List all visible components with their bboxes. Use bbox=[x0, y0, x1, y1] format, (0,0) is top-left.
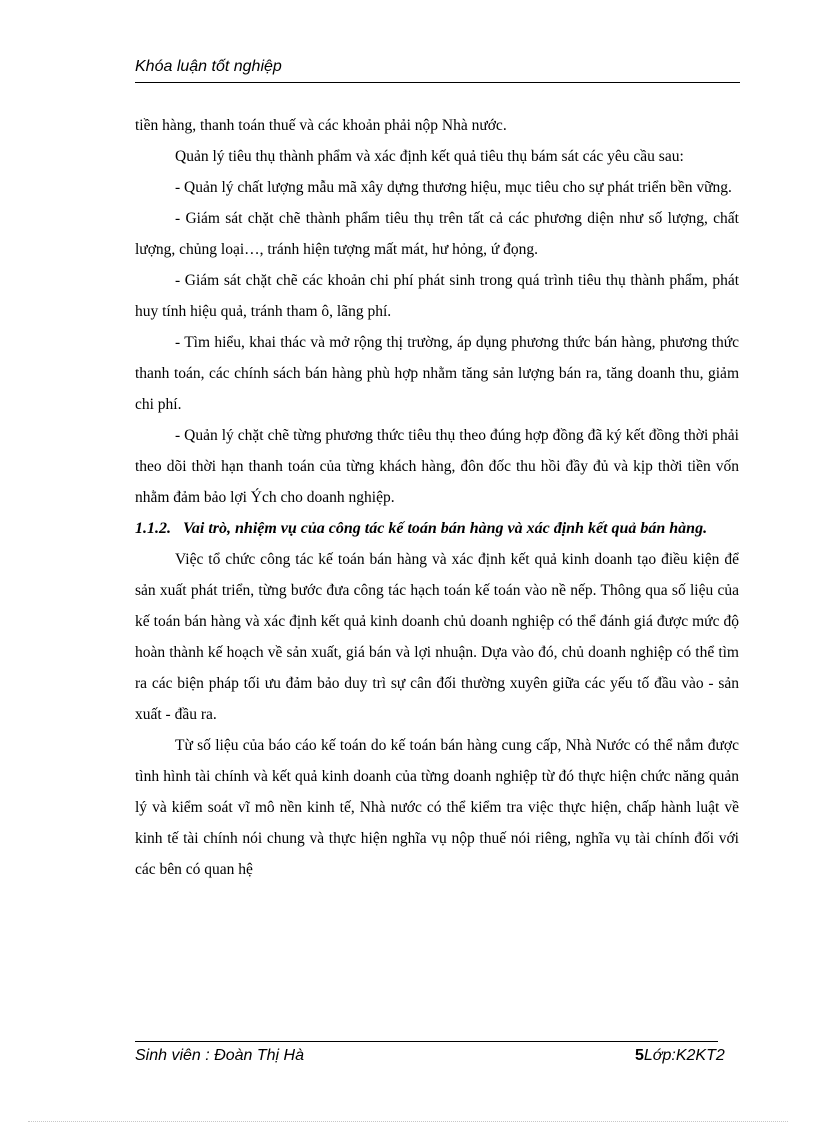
footer-class: Lớp:K2KT2 bbox=[643, 1047, 725, 1064]
paragraph-1: tiền hàng, thanh toán thuế và các khoản phải nộp Nhà nước. bbox=[135, 117, 507, 134]
page-edge-dots bbox=[28, 1121, 788, 1122]
footer-student: Sinh viên : Đoàn Thị Hà bbox=[135, 1047, 304, 1064]
section-number: 1.1.2. bbox=[135, 520, 171, 537]
paragraph-2: Quản lý tiêu thụ thành phẩm và xác định kết quả tiêu thụ bám sát các yêu cầu sau: bbox=[175, 148, 684, 165]
section-heading bbox=[135, 513, 739, 544]
page-body bbox=[135, 110, 739, 885]
footer-right bbox=[635, 1047, 725, 1065]
list-item-product-supervision: - Giám sát chặt chẽ thành phẩm tiêu thụ trên tất cả các phương diện như số lượng, chất lượng, chủng loại…, tránh hiện tượng mất mát, hư hỏng, ứ đọng. bbox=[135, 210, 739, 258]
footer-divider bbox=[135, 1041, 718, 1042]
paragraph-role: Việc tổ chức công tác kế toán bán hàng và xác định kết quả kinh doanh tạo điều kiện để sản xuất phát triển, từng bước đưa công tác hạch toán kế toán vào nề nếp. Thông qua số liệu của kế toán bán hàng và xác định kết quả kinh doanh chủ doanh nghiệp có thể đánh giá được mức độ hoàn thành kế hoạch về sản xuất, giá bán và lợi nhuận. Dựa vào đó, chủ doanh nghiệp có thể tìm ra các biện pháp tối ưu đảm bảo duy trì sự cân đối thường xuyên giữa các yếu tố đầu vào - sản xuất - đầu ra. bbox=[135, 551, 739, 723]
page-number: 5 bbox=[635, 1047, 644, 1064]
list-item-market: - Tìm hiểu, khai thác và mở rộng thị trường, áp dụng phương thức bán hàng, phương thức thanh toán, các chính sách bán hàng phù hợp nhằm tăng sản lượng bán ra, tăng doanh thu, giảm chi phí. bbox=[135, 334, 739, 413]
page-header bbox=[135, 58, 740, 83]
list-item-quality: - Quản lý chất lượng mẫu mã xây dựng thương hiệu, mục tiêu cho sự phát triển bền vững. bbox=[175, 179, 732, 196]
header-title: Khóa luận tốt nghiệp bbox=[135, 58, 282, 75]
list-item-cost-supervision: - Giám sát chặt chẽ các khoản chi phí phát sinh trong quá trình tiêu thụ thành phẩm, phát huy tính hiệu quả, tránh tham ô, lãng phí. bbox=[135, 272, 739, 320]
section-title: Vai trò, nhiệm vụ của công tác kế toán bán hàng và xác định kết quả bán hàng. bbox=[183, 520, 708, 537]
paragraph-state: Từ số liệu của báo cáo kế toán do kế toán bán hàng cung cấp, Nhà Nước có thể nắm được tình hình tài chính và kết quả kinh doanh của từng doanh nghiệp từ đó thực hiện chức năng quản lý và kiểm soát vĩ mô nền kinh tế, Nhà nước có thể kiểm tra việc thực hiện, chấp hành luật về kinh tế tài chính nói chung và thực hiện nghĩa vụ nộp thuế nói riêng, nghĩa vụ tài chính đối với các bên có quan hệ bbox=[135, 737, 739, 878]
list-item-contracts: - Quản lý chặt chẽ từng phương thức tiêu thụ theo đúng hợp đồng đã ký kết đồng thời phải theo dõi thời hạn thanh toán của từng khách hàng, đôn đốc thu hồi đầy đủ và kịp thời tiền vốn nhằm đảm bảo lợi Ých cho doanh nghiệp. bbox=[135, 427, 739, 506]
